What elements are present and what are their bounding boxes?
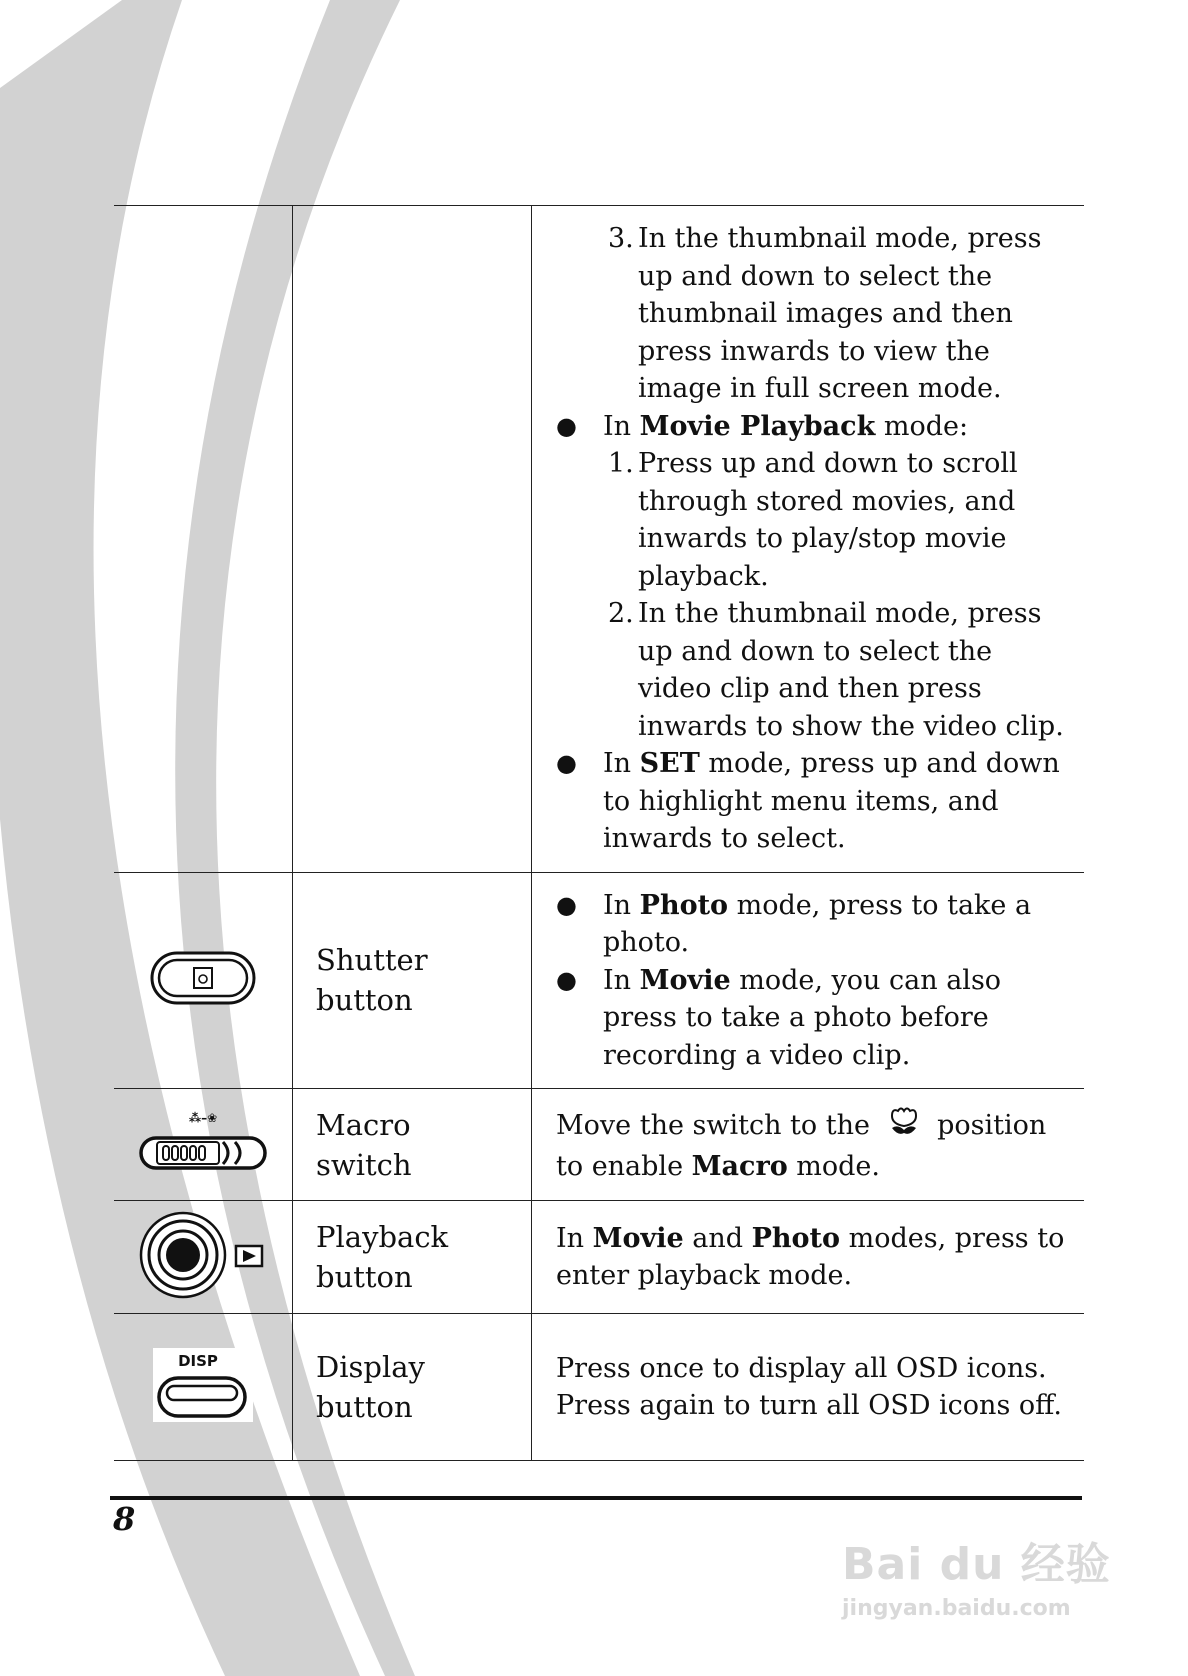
bullet-text [603,408,1072,446]
icon-cell [114,872,293,1089]
bullet-text [603,887,1072,962]
description-cell [532,1089,1085,1201]
numbered-step [556,595,1072,745]
svg-text:⁂–❀: ⁂–❀ [188,1110,218,1125]
step-number: 2. [608,598,634,629]
numbered-step [556,445,1072,595]
control-name: Shutter [316,943,428,978]
bullet-item [556,887,1072,962]
step-number: 1. [608,448,634,479]
text-run: mode, you can also press to take a photo before recording a video clip. [603,964,1002,1071]
bold-term: Movie [592,1222,684,1254]
control-name-cell [293,1314,532,1461]
table-row [114,1314,1084,1461]
control-name: button [316,1390,413,1424]
text-run: Move the switch to the [556,1109,879,1141]
icon-cell [114,1089,293,1201]
bullet-text [603,745,1072,858]
bold-term: Movie [639,964,731,996]
control-name: button [316,1260,413,1294]
step-number: 3. [608,223,634,254]
watermark-url: jingyan.baidu.com [842,1596,1071,1621]
control-name: Playback [316,1220,449,1254]
description-cell [532,206,1085,873]
text-run: In [603,889,640,921]
table-row [114,872,1084,1089]
control-name-cell [293,872,532,1089]
bullet-dot-icon: ● [556,749,577,777]
macro-flower-icon [887,1104,921,1149]
control-name-cell [293,1089,532,1201]
display-button-icon [153,1352,253,1426]
bullet-item [556,745,1072,858]
icon-cell [114,1201,293,1314]
numbered-step [556,220,1072,408]
watermark-brand: Bai du 经验 [842,1539,1111,1590]
step-text: Press up and down to scroll through stored movies, and inwards to play/stop movie playback. [638,448,1018,592]
macro-switch-icon [135,1110,271,1182]
icon-cell [114,206,293,873]
control-name: Display [316,1350,425,1384]
bullet-item [556,408,1072,446]
text-run: position to enable [556,1109,1047,1182]
footer-rule [110,1496,1082,1500]
description-cell [532,872,1085,1089]
playback-button-icon [138,1292,268,1311]
description-paragraph [556,1104,1072,1186]
text-run: In [603,748,640,779]
text-run: mode. [787,1151,880,1182]
controls-table [114,205,1084,1461]
description-cell [532,1314,1085,1461]
text-run: modes, press to enter playback mode. [556,1222,1065,1291]
description-paragraph [556,1220,1072,1295]
shutter-button-icon [148,993,258,1012]
svg-text:DISP: DISP [178,1352,218,1370]
text-run: mode, press up and down to highlight menu items, and inwards to select. [603,748,1060,854]
bold-term: Photo [751,1222,841,1254]
icon-cell [114,1314,293,1461]
bullet-item [556,962,1072,1075]
bold-term: SET [639,748,700,779]
page-number: 8 [113,1500,136,1538]
step-text: In the thumbnail mode, press up and down to select the thumbnail images and then press inwards to view the image in full screen mode. [638,223,1042,404]
description-paragraph [556,1350,1072,1425]
text-run: mode: [875,410,969,442]
control-name: Macro [316,1107,411,1142]
bullet-dot-icon: ● [556,890,577,919]
text-run: Press once to display all OSD icons. Press again to turn all OSD icons off. [556,1352,1062,1421]
text-run: and [683,1222,752,1254]
bullet-dot-icon: ● [556,411,577,440]
description-cell [532,1201,1085,1314]
bullet-text [603,962,1072,1075]
step-text: In the thumbnail mode, press up and down to select the video clip and then press inwards to show the video clip. [638,598,1064,742]
control-name: button [316,983,413,1018]
text-run: In [603,964,640,996]
baidu-watermark [842,1528,1111,1621]
table-row [114,206,1084,873]
bold-term: Photo [639,889,729,921]
text-run: In [603,410,640,442]
text-run: In [556,1222,593,1254]
table-row [114,1201,1084,1314]
bold-term: Macro [691,1151,788,1182]
bold-term: Movie Playback [639,410,876,442]
control-name-cell [293,206,532,873]
control-name: switch [316,1147,412,1182]
bullet-dot-icon: ● [556,965,577,994]
table-row [114,1089,1084,1201]
text-run: mode, press to take a photo. [603,889,1032,958]
control-name-cell [293,1201,532,1314]
